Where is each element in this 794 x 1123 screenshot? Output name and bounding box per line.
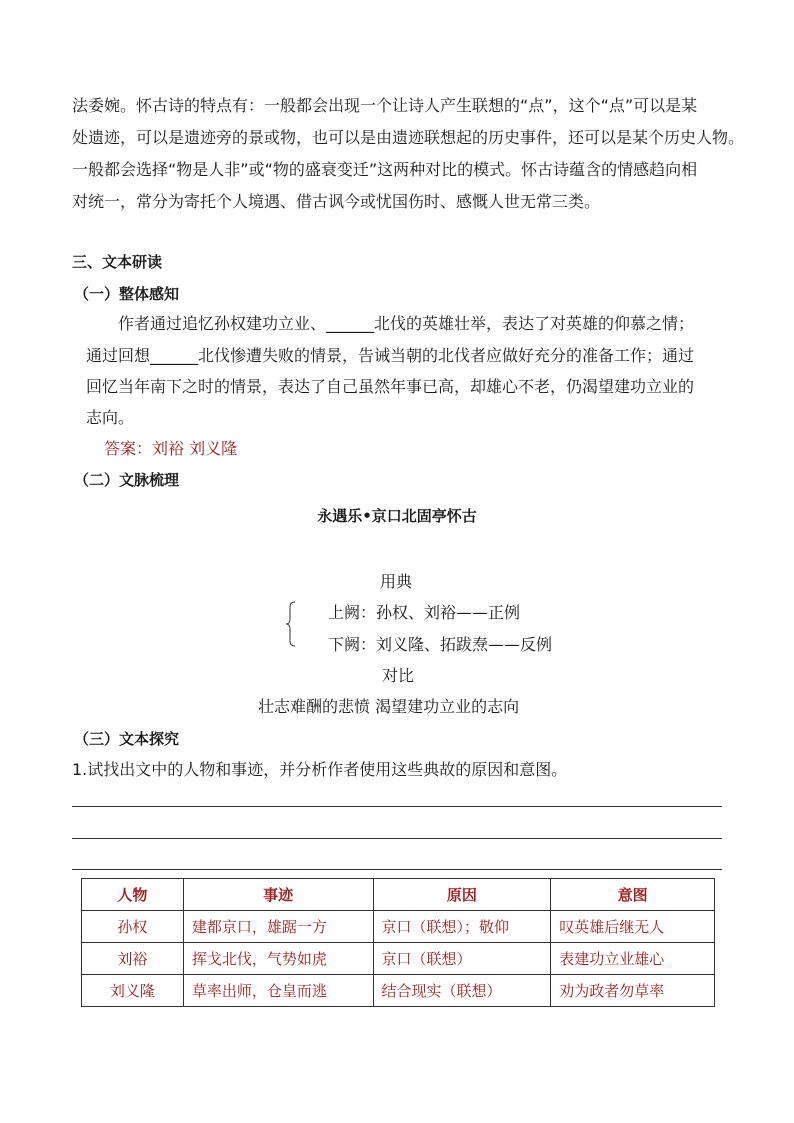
part1-line-2: 通过回想______北伐惨遭失败的情景，告诫当朝的北伐者应做好充分的准备工作；通过 bbox=[86, 346, 695, 365]
table-cell: 表建功立业雄心 bbox=[551, 943, 715, 975]
intro-line-2: 处遗迹，可以是遗迹旁的景或物，也可以是由遗迹联想起的历史事件，还可以是某个历史人物。 bbox=[72, 128, 745, 147]
part1-line-1: 作者通过追忆孙权建功立业、______北伐的英雄壮举，表达了对英雄的仰慕之情； bbox=[118, 314, 695, 333]
table-cell: 劝为政者勿草率 bbox=[551, 975, 715, 1007]
table-cell: 草率出师，仓皇而逃 bbox=[183, 975, 373, 1007]
table-cell: 孙权 bbox=[82, 911, 184, 943]
diagram-lower: 下阙：刘义隆、拓跋焘——反例 bbox=[328, 635, 553, 654]
intro-line-1: 法委婉。怀古诗的特点有：一般都会出现一个让诗人产生联想的“点”，这个“点”可以是某 bbox=[72, 96, 698, 115]
table-cell: 叹英雄后继无人 bbox=[551, 911, 715, 943]
part3-heading: （三）文本探究 bbox=[74, 730, 180, 748]
table-row bbox=[82, 943, 715, 975]
table-row bbox=[82, 975, 715, 1007]
poem-title: 永遇乐•京口北固亭怀古 bbox=[317, 507, 477, 525]
diagram-contrast: 对比 bbox=[382, 666, 415, 685]
table-header: 原因 bbox=[373, 879, 551, 911]
part1-heading: （一）整体感知 bbox=[74, 285, 180, 303]
intro-line-4: 对统一，常分为寄托个人境遇、借古讽今或忧国伤时、感慨人世无常三类。 bbox=[72, 192, 601, 211]
answer-line bbox=[72, 869, 722, 870]
table-header: 事迹 bbox=[183, 879, 373, 911]
diagram-bottom: 壮志难酬的悲愤 渴望建功立业的志向 bbox=[258, 697, 520, 716]
table-header: 意图 bbox=[551, 879, 715, 911]
table-cell: 挥戈北伐，气势如虎 bbox=[183, 943, 373, 975]
table-cell: 刘义隆 bbox=[82, 975, 184, 1007]
part1-line-3: 回忆当年南下之时的情景，表达了自己虽然年事已高，却雄心不老，仍渴望建功立业的 bbox=[86, 377, 695, 396]
section-heading: 三、文本研读 bbox=[72, 253, 163, 271]
part1-answer: 答案：刘裕 刘义隆 bbox=[104, 439, 238, 458]
answer-line bbox=[72, 806, 722, 807]
intro-line-3: 一般都会选择“物是人非”或“物的盛衰变迁”这两种对比的模式。怀古诗蕴含的情感趋向相 bbox=[72, 160, 698, 179]
table-cell: 京口（联想） bbox=[373, 943, 551, 975]
part2-heading: （二）文脉梳理 bbox=[74, 471, 180, 489]
diagram-allusion: 用典 bbox=[380, 572, 413, 591]
table-cell: 建都京口，雄踞一方 bbox=[183, 911, 373, 943]
brace-icon bbox=[286, 601, 296, 647]
table-cell: 结合现实（联想） bbox=[373, 975, 551, 1007]
table-header: 人物 bbox=[82, 879, 184, 911]
table-cell: 京口（联想）；敬仰 bbox=[373, 911, 551, 943]
diagram-upper: 上阙：孙权、刘裕——正例 bbox=[328, 603, 521, 622]
table-header-row bbox=[82, 879, 715, 911]
allusion-table bbox=[81, 878, 715, 1007]
table-row bbox=[82, 911, 715, 943]
answer-line bbox=[72, 838, 722, 839]
table-cell: 刘裕 bbox=[82, 943, 184, 975]
question-1: 1.试找出文中的人物和事迹，并分析作者使用这些典故的原因和意图。 bbox=[72, 760, 568, 779]
part1-line-4: 志向。 bbox=[86, 408, 135, 427]
